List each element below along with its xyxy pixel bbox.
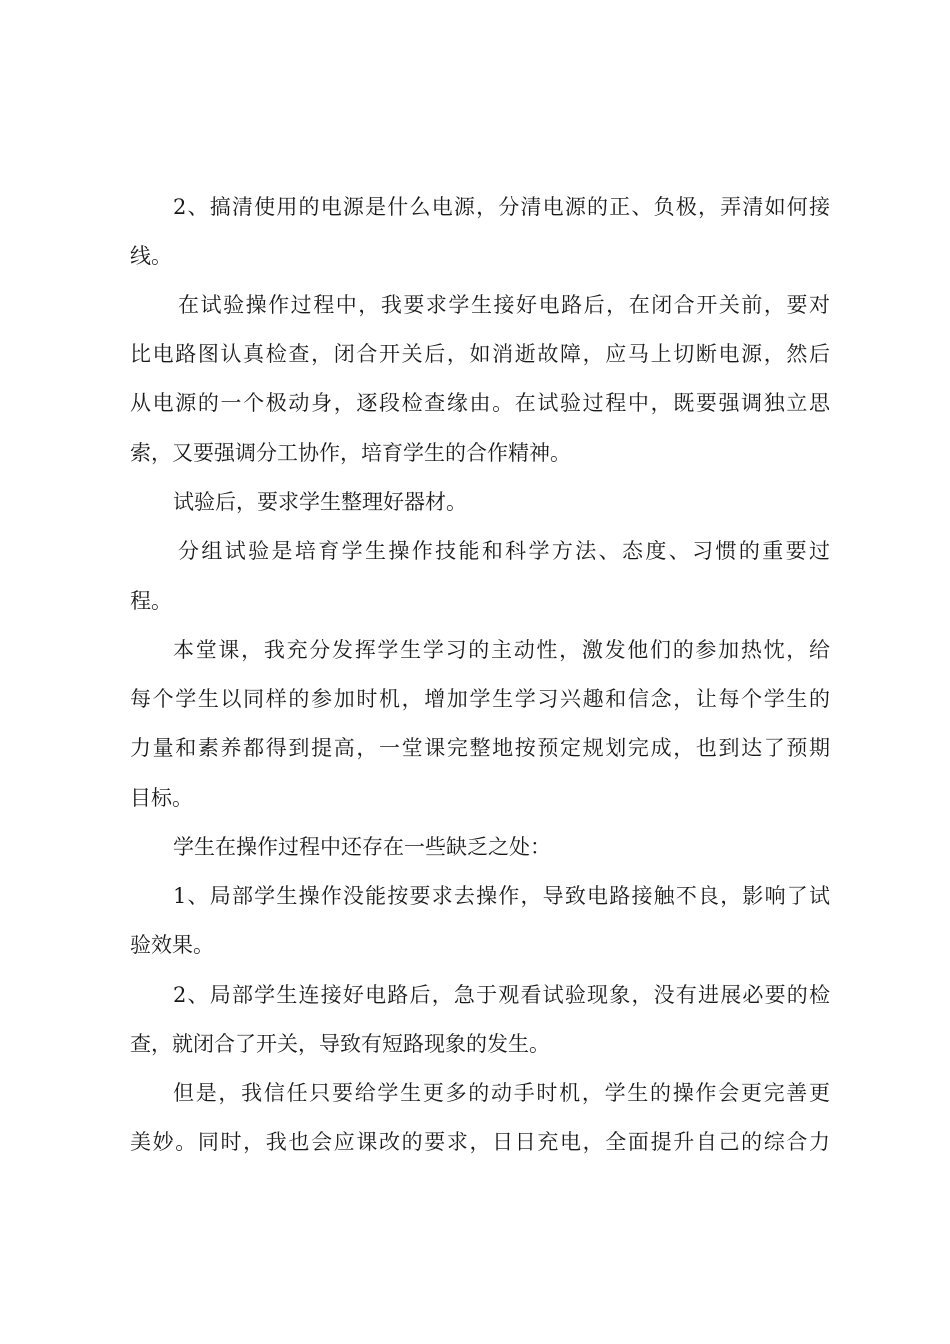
paragraph-line: 2、搞清使用的电源是什么电源，分清电源的正、负极，弄清如何接 <box>173 195 830 219</box>
paragraph-line: 目标。 <box>130 786 193 810</box>
paragraph-line: 1、局部学生操作没能按要求去操作，导致电路接触不良，影响了试 <box>173 884 830 908</box>
paragraph-line: 在试验操作过程中，我要求学生接好电路后，在闭合开关前，要对 <box>178 293 830 317</box>
paragraph-line: 学生在操作过程中还存在一些缺乏之处： <box>173 835 551 859</box>
paragraph-line: 分组试验是培育学生操作技能和科学方法、态度、习惯的重要过 <box>178 539 830 563</box>
paragraph-line: 每个学生以同样的参加时机，增加学生学习兴趣和信念，让每个学生的 <box>130 687 830 711</box>
paragraph-line: 比电路图认真检查，闭合开关后，如消逝故障，应马上切断电源，然后 <box>130 342 830 366</box>
paragraph-line: 美妙。同时，我也会应课改的要求，日日充电，全面提升自己的综合力 <box>130 1130 830 1154</box>
paragraph-line: 2、局部学生连接好电路后，急于观看试验现象，没有进展必要的检 <box>173 983 830 1007</box>
paragraph-line: 查，就闭合了开关，导致有短路现象的发生。 <box>130 1032 550 1056</box>
paragraph-line: 从电源的一个极动身，逐段检查缘由。在试验过程中，既要强调独立思 <box>130 391 830 415</box>
paragraph-line: 本堂课，我充分发挥学生学习的主动性，激发他们的参加热忱，给 <box>173 638 830 662</box>
paragraph-line: 但是，我信任只要给学生更多的动手时机，学生的操作会更完善更 <box>173 1081 830 1105</box>
paragraph-line: 试验后，要求学生整理好器材。 <box>173 490 467 514</box>
paragraph-line: 力量和素养都得到提高，一堂课完整地按预定规划完成，也到达了预期 <box>130 736 830 760</box>
paragraph-line: 程。 <box>130 589 172 613</box>
paragraph-line: 线。 <box>130 244 172 268</box>
paragraph-line: 验效果。 <box>130 933 214 957</box>
paragraph-line: 索，又要强调分工协作，培育学生的合作精神。 <box>130 441 571 465</box>
